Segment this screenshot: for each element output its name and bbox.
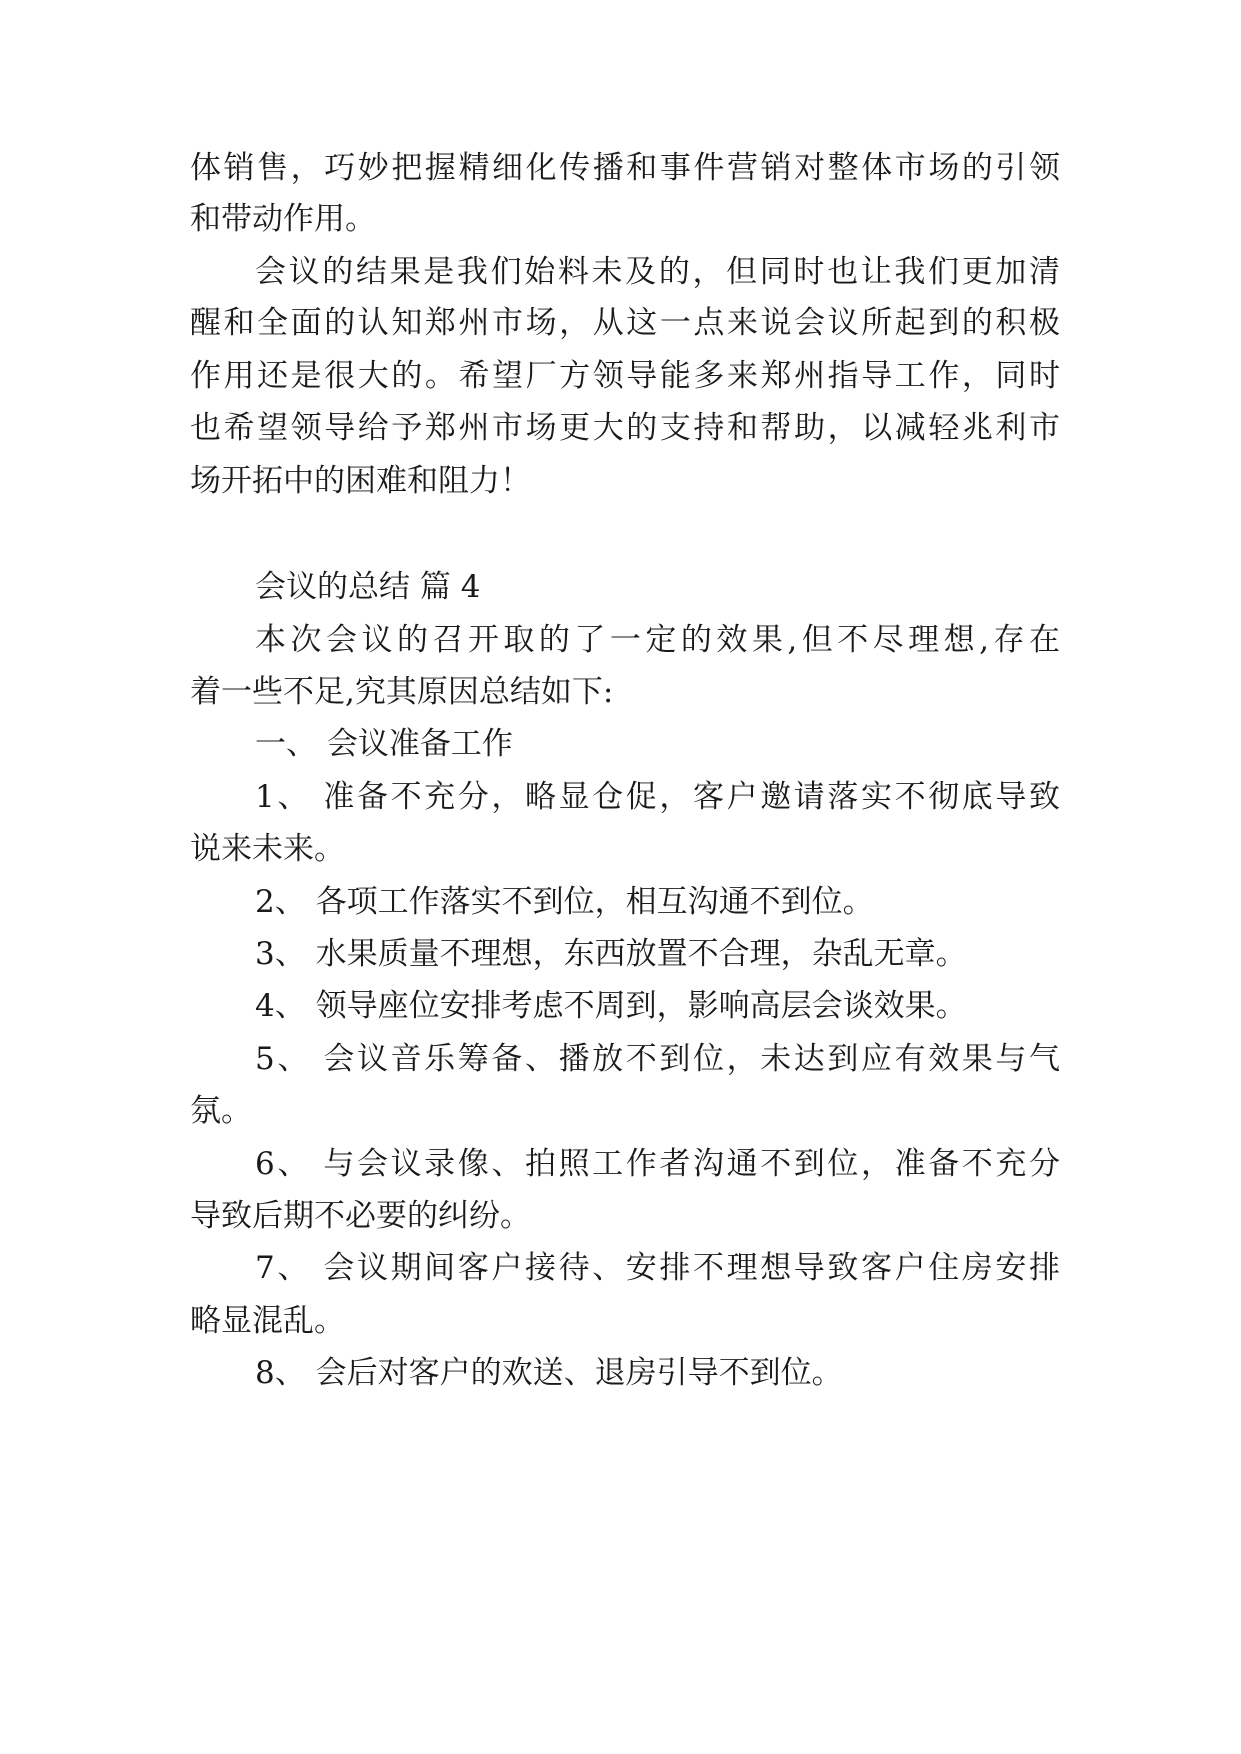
item-1-line-1: 1、 准备不充分，略显仓促，客户邀请落实不彻底导致 xyxy=(255,779,1060,815)
item-8: 8、 会后对客户的欢送、退房引导不到位。 xyxy=(255,1355,843,1391)
paragraph-1-line-1: 体销售，巧妙把握精细化传播和事件营销对整体市场的引领 xyxy=(190,150,1060,186)
item-3: 3、 水果质量不理想，东西放置不合理，杂乱无章。 xyxy=(255,936,967,972)
item-1-line-2: 说来未来。 xyxy=(190,831,345,867)
item-6-line-2: 导致后期不必要的纠纷。 xyxy=(190,1198,531,1234)
paragraph-2-line-5: 场开拓中的困难和阻力！ xyxy=(190,463,531,499)
paragraph-2-line-4: 也希望领导给予郑州市场更大的支持和帮助，以减轻兆利市 xyxy=(190,410,1060,446)
intro-line-2: 着一些不足,究其原因总结如下: xyxy=(190,674,614,710)
item-7-line-2: 略显混乱。 xyxy=(190,1303,345,1339)
section-title: 会议的总结 篇 4 xyxy=(255,569,481,605)
heading-1: 一、 会议准备工作 xyxy=(255,726,513,762)
paragraph-1-line-2: 和带动作用。 xyxy=(190,201,376,237)
item-5-line-1: 5、 会议音乐筹备、播放不到位，未达到应有效果与气 xyxy=(255,1041,1060,1077)
item-4: 4、 领导座位安排考虑不周到，影响高层会谈效果。 xyxy=(255,988,967,1024)
item-7-line-1: 7、 会议期间客户接待、安排不理想导致客户住房安排 xyxy=(255,1250,1060,1286)
paragraph-2-line-2: 醒和全面的认知郑州市场，从这一点来说会议所起到的积极 xyxy=(190,305,1060,341)
item-2: 2、 各项工作落实不到位，相互沟通不到位。 xyxy=(255,884,874,920)
item-6-line-1: 6、 与会议录像、拍照工作者沟通不到位，准备不充分 xyxy=(255,1146,1060,1182)
intro-line-1: 本次会议的召开取的了一定的效果,但不尽理想,存在 xyxy=(255,622,1060,658)
paragraph-2-line-1: 会议的结果是我们始料未及的，但同时也让我们更加清 xyxy=(255,254,1060,290)
item-5-line-2: 氛。 xyxy=(190,1093,252,1129)
paragraph-2-line-3: 作用还是很大的。希望厂方领导能多来郑州指导工作，同时 xyxy=(190,358,1060,394)
